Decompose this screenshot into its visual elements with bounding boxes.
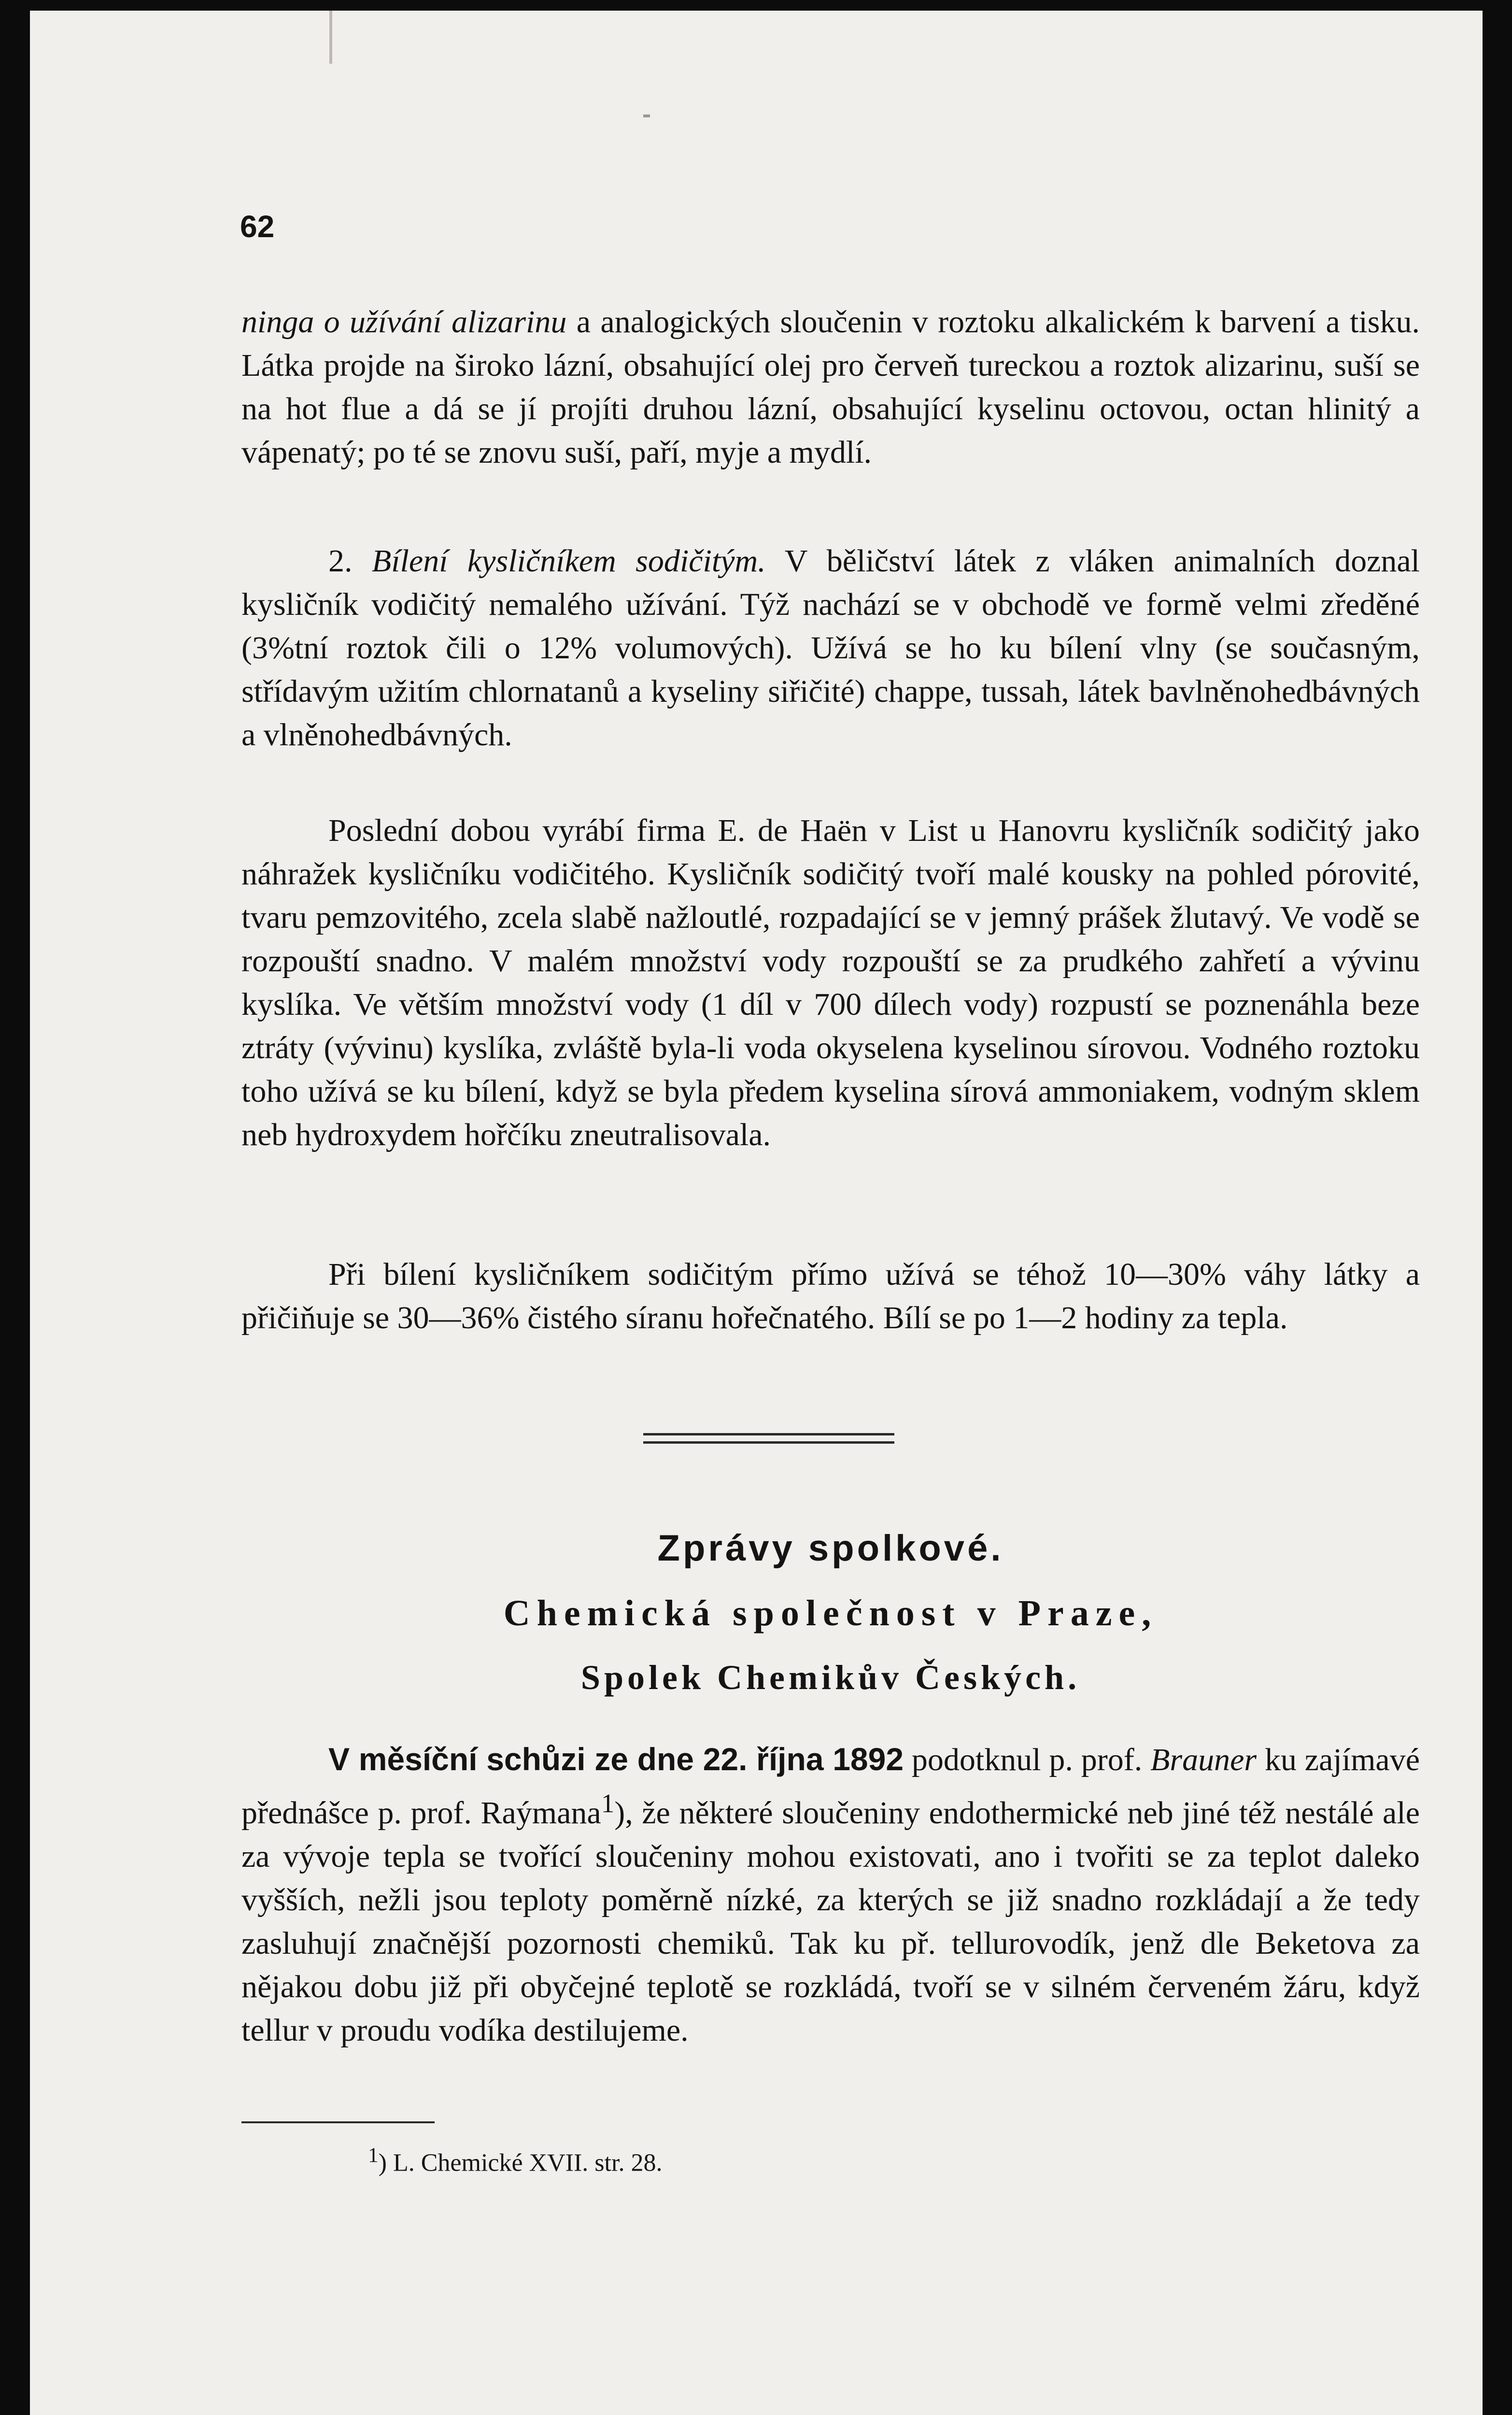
scan-artifact-dot xyxy=(643,114,650,117)
italic-phrase: ninga o užívání alizarinu xyxy=(241,304,567,340)
paragraph-bleaching-procedure: Při bílení kysličníkem sodičitým přímo užívá se téhož 10—30% váhy látky a přičiňuje se 30—36% čistého síranu hořečnatého. Bílí se po 1—2 hodiny za tepla. xyxy=(241,1257,1420,1335)
separator-rule-top xyxy=(643,1433,894,1435)
meeting-date-lead: V měsíční schůzi ze dne 22. října 1892 xyxy=(328,1741,904,1777)
footnote-rule xyxy=(241,2121,435,2123)
society-name: Chemická společnost v Praze, xyxy=(503,1593,1158,1634)
paragraph-meeting-report xyxy=(241,1737,1420,2052)
section-number: 2. xyxy=(328,543,372,579)
person-name: Brauner xyxy=(1150,1742,1257,1777)
footnote-text: ) L. Chemické XVII. str. 28. xyxy=(378,2149,663,2177)
paragraph-bleaching xyxy=(241,540,1420,757)
section-heading: Zprávy spolkové. xyxy=(657,1528,1004,1569)
paragraph-sodium-peroxide: Poslední dobou vyrábí firma E. de Haën v List u Hanovru kysličník sodičitý jako náhražek kysličníku vodičitého. Kysličník sodičitý tvoří malé kousky na pohled pórovité, tvaru pemzovitého, zcela slabě nažloutlé, rozpadající se v jemný prášek žlutavý. Ve vodě se rozpouští snadno. V malém množství vody rozpouští se za prudkého zahřetí a vývinu kyslíka. Ve větším množství vody (1 díl v 700 dílech vody) rozpustí se poznenáhla beze ztráty (vývinu) kyslíka, zvláště byla-li voda okyselena kyselinou sírovou. Vodného roztoku toho užívá se ku bílení, když se byla předem kyselina sírová ammoniakem, vodným sklem neb hydroxydem hořčíku zneutralisovala. xyxy=(241,813,1420,1152)
report-text: ku zajímavé přednášce p. prof. Raýmana xyxy=(241,1742,1420,1831)
footnote xyxy=(368,2143,662,2177)
page-number: 62 xyxy=(240,209,275,244)
paragraph-text: a analogických sloučenin v roztoku alkalickém k barvení a tisku. Látka projde na široko lázní, obsahující olej pro červeň tureckou a roztok alizarinu, suší se na hot flue a dá se jí projíti druhou lázní, obsahující kyselinu octovou, octan hlinitý a vápenatý; po té se znovu suší, paří, myje a mydlí. xyxy=(241,304,1420,470)
paragraph-alizarin xyxy=(241,300,1420,474)
book-page xyxy=(30,11,1483,2415)
paragraph-text: V běličství látek z vláken animalních doznal kysličník vodičitý nemalého užívání. Týž nachází se v obchodě ve formě velmi zředěné (3%tní roztok čili o 12% volumových). Užívá se ho ku bílení vlny (se současným, střídavým užitím chlornatanů a kyseliny siřičité) chappe, tussah, látek bavlněnohedbávných a vlněnohedbávných. xyxy=(241,543,1420,753)
italic-title: Bílení kysličníkem sodičitým. xyxy=(371,543,766,579)
report-text: ), že některé sloučeniny endothermické neb jiné též nestálé ale za vývoje tepla se tvořící sloučeniny mohou existovati, ano i tvořiti se za teplot daleko vyšších, nežli jsou teploty poměrně nízké, za kterých se již snadno rozkládají a že tedy zasluhují značnější pozornosti chemiků. Tak ku př. tellurovodík, jenž dle Beketova za nějakou dobu již při obyčejné teplotě se rozkládá, tvoří se v silném červeném žáru, když tellur v proudu vodíka destilujeme. xyxy=(241,1795,1420,2048)
footnote-marker: 1 xyxy=(368,2144,379,2167)
report-text: podotknul p. prof. xyxy=(904,1742,1151,1777)
footnote-reference: 1 xyxy=(601,1789,615,1818)
separator-rule-bottom xyxy=(643,1441,894,1444)
scan-artifact-line xyxy=(329,11,332,64)
society-name-czech: Spolek Chemikův Českých. xyxy=(580,1658,1081,1697)
